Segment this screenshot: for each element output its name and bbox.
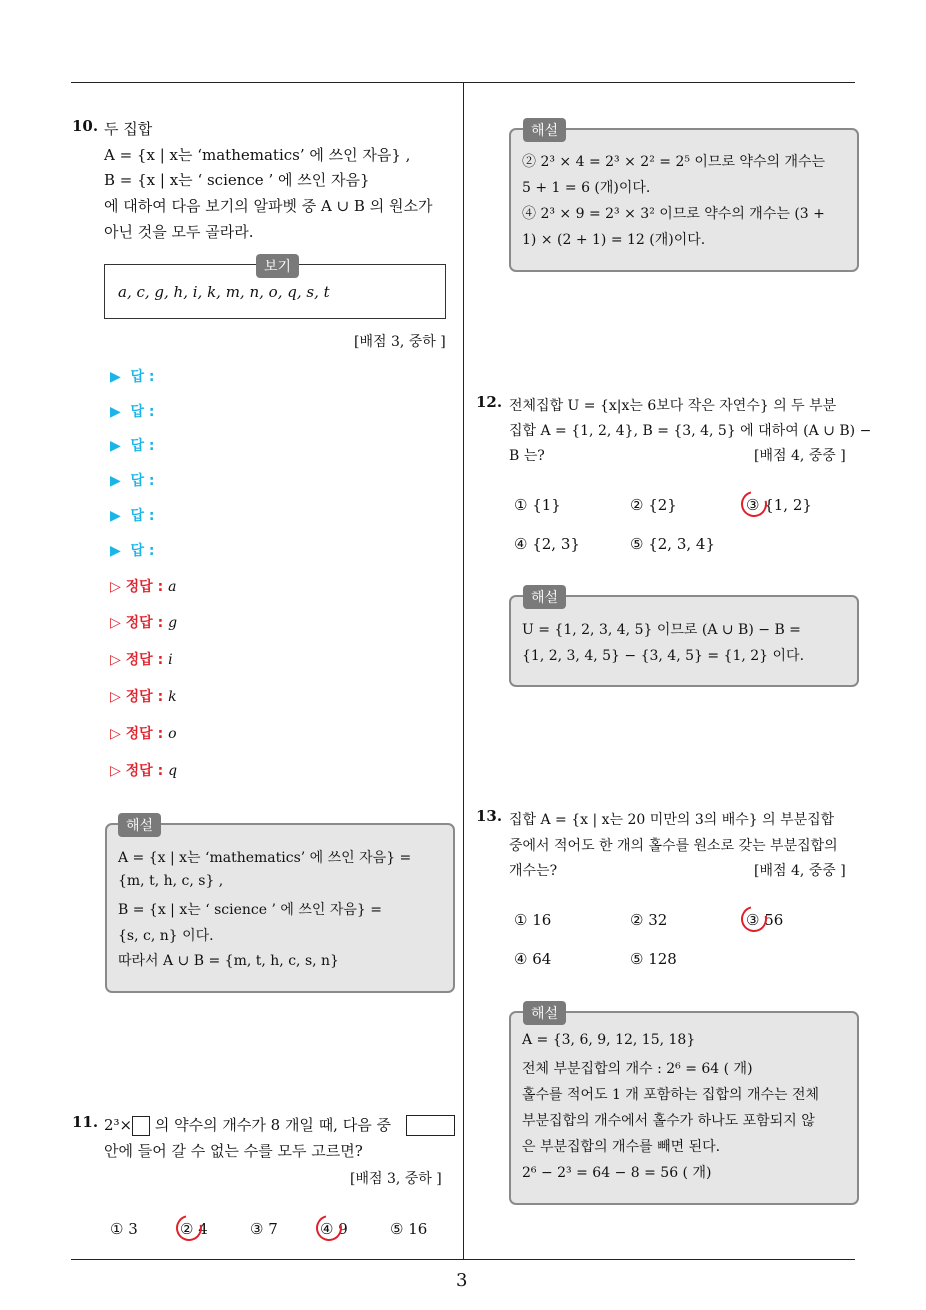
q13-choice[interactable]: ⑤ 128 [630,950,677,968]
q12-choice[interactable]: ⑤ {2, 3, 4} [630,535,716,553]
correct-value: q [168,763,178,779]
blue-triangle-icon: ▶ [110,438,121,454]
q13-explanation-title: 해설 [523,1001,566,1025]
q10-line: A = {x | x는 ‘mathematics’ 에 쓰인 자음} , [104,146,411,164]
q10-explain-line: {s, c, n} 이다. [118,928,214,944]
q11-line1 [104,1114,391,1136]
q12-line: B 는? [509,448,545,464]
bogi-content: a, c, g, h, i, k, m, n, o, q, s, t [118,283,330,301]
q10-line: 에 대하여 다음 보기의 알파벳 중 A ∪ B 의 원소가 [104,197,433,215]
q11-line1-post: 의 약수의 개수가 8 개일 때, 다음 중 [150,1116,391,1134]
correct-answer-row [110,576,176,596]
q13-explain-line: A = {3, 6, 9, 12, 15, 18} [522,1032,696,1048]
correct-label: 정답 : [125,652,164,668]
correct-answer-row [110,723,177,743]
blank-rect [406,1115,455,1136]
q10-line: 두 집합 [104,120,153,138]
correct-value: i [168,652,173,668]
red-outline-triangle-icon: ▷ [110,689,121,705]
bogi-title: 보기 [256,254,299,278]
answer-row[interactable] [110,435,155,455]
correct-label: 정답 : [125,763,164,779]
q12-explanation-title: 해설 [523,585,566,609]
red-circle-mark-icon [736,901,772,937]
blue-triangle-icon: ▶ [110,508,121,524]
red-circle-mark-icon [736,486,772,522]
q11-explanation-box [509,128,859,272]
q11-explain-line: ④ 2³ × 9 = 2³ × 3² 이므로 약수의 개수는 (3 + [522,206,825,222]
blue-triangle-icon: ▶ [110,404,121,420]
q12-choice[interactable]: ② {2} [630,496,677,514]
q11-number: 11. [72,1113,99,1131]
q13-explain-line: 홀수를 적어도 1 개 포함하는 집합의 개수는 전체 [522,1087,820,1103]
red-outline-triangle-icon: ▷ [110,579,121,595]
q12-choice[interactable]: ① {1} [514,496,561,514]
q13-choice[interactable]: ② 32 [630,911,668,929]
q12-choice[interactable]: ④ {2, 3} [514,535,580,553]
correct-label: 정답 : [125,615,164,631]
blue-triangle-icon: ▶ [110,369,121,385]
correct-answer-row [110,760,177,780]
q13-line: 집합 A = {x | x는 20 미만의 3의 배수} 의 부분집합 [509,812,835,828]
correct-label: 정답 : [125,579,164,595]
q10-number: 10. [72,117,99,135]
q13-line: 중에서 적어도 한 개의 홀수를 원소로 갖는 부분집합의 [509,838,838,854]
q11-explanation-title: 해설 [523,118,566,142]
q12-meta: [배점 4, 중중 ] [754,448,846,464]
answer-label: 답 : [130,473,155,489]
correct-value: o [168,726,177,742]
answer-label: 답 : [130,404,155,420]
q13-choice[interactable]: ③ 56 [746,911,784,929]
red-outline-triangle-icon: ▷ [110,652,121,668]
q10-explain-line: A = {x | x는 ‘mathematics’ 에 쓰인 자음} = [118,850,412,866]
correct-value: a [168,579,177,595]
q11-line2: 안에 들어 갈 수 없는 수를 모두 고르면? [104,1142,363,1160]
q13-line: 개수는? [509,863,558,879]
blank-square [132,1116,150,1136]
correct-label: 정답 : [125,726,164,742]
q11-explain-line: ② 2³ × 4 = 2³ × 2² = 2⁵ 이므로 약수의 개수는 [522,154,826,170]
bottom-rule [71,1259,855,1260]
page-number: 3 [456,1270,468,1291]
q11-choice[interactable]: ① 3 [110,1220,138,1238]
q12-explain-line: U = {1, 2, 3, 4, 5} 이므로 (A ∪ B) − B = [522,622,801,638]
q10-line: B = {x | x는 ‘ science ’ 에 쓰인 자음} [104,171,370,189]
correct-answer-row [110,649,173,669]
q12-number: 12. [476,393,503,411]
q11-explain-line: 5 + 1 = 6 (개)이다. [522,180,651,196]
correct-answer-row [110,686,177,706]
red-circle-mark-icon [311,1210,347,1246]
q13-explain-line: 부분집합의 개수에서 홀수가 하나도 포함되지 않 [522,1113,815,1129]
answer-row[interactable] [110,540,155,560]
q13-explain-line: 전체 부분집합의 개수 : 2⁶ = 64 ( 개) [522,1061,753,1077]
q10-explain-line: {m, t, h, c, s} , [118,873,224,889]
answer-label: 답 : [130,508,155,524]
red-outline-triangle-icon: ▷ [110,615,121,631]
q11-choice[interactable]: ⑤ 16 [390,1220,428,1238]
q10-explain-line: B = {x | x는 ‘ science ’ 에 쓰인 자음} = [118,902,382,918]
q12-line: 전체집합 U = {x|x는 6보다 작은 자연수} 의 두 부분 [509,398,837,414]
q10-explain-line: 따라서 A ∪ B = {m, t, h, c, s, n} [118,953,339,969]
q11-choice[interactable]: ② 4 [180,1220,208,1238]
q13-explain-line: 은 부분집합의 개수를 빼면 된다. [522,1139,721,1155]
q10-explanation-title: 해설 [118,813,161,837]
q13-choice[interactable]: ① 16 [514,911,552,929]
q12-explain-line: {1, 2, 3, 4, 5} − {3, 4, 5} = {1, 2} 이다. [522,648,805,664]
answer-label: 답 : [130,543,155,559]
q11-choice[interactable]: ④ 9 [320,1220,348,1238]
correct-value: g [168,615,178,631]
q12-line: 집합 A = {1, 2, 4}, B = {3, 4, 5} 에 대하여 (A ∪ B) − [509,423,872,439]
red-outline-triangle-icon: ▷ [110,763,121,779]
answer-row[interactable] [110,366,155,386]
answer-label: 답 : [130,438,155,454]
correct-label: 정답 : [125,689,164,705]
q12-choice[interactable]: ③ {1, 2} [746,496,812,514]
q10-meta: [배점 3, 중하 ] [354,334,446,350]
q11-line1-pre: 2³× [104,1116,133,1134]
blue-triangle-icon: ▶ [110,543,121,559]
q10-line: 아닌 것을 모두 골라라. [104,223,254,241]
q11-choice[interactable]: ③ 7 [250,1220,278,1238]
q13-choice[interactable]: ④ 64 [514,950,552,968]
red-outline-triangle-icon: ▷ [110,726,121,742]
q13-meta: [배점 4, 중중 ] [754,863,846,879]
column-divider [463,82,464,1260]
q11-explain-line: 1) × (2 + 1) = 12 (개)이다. [522,232,706,248]
answer-row[interactable] [110,401,155,421]
q11-meta: [배점 3, 중하 ] [350,1171,442,1187]
answer-row[interactable] [110,470,155,490]
q13-explain-line: 2⁶ − 2³ = 64 − 8 = 56 ( 개) [522,1165,712,1181]
answer-row[interactable] [110,505,155,525]
red-circle-mark-icon [171,1210,207,1246]
blue-triangle-icon: ▶ [110,473,121,489]
correct-value: k [168,689,177,705]
answer-label: 답 : [130,369,155,385]
correct-answer-row [110,612,177,632]
q13-number: 13. [476,807,503,825]
